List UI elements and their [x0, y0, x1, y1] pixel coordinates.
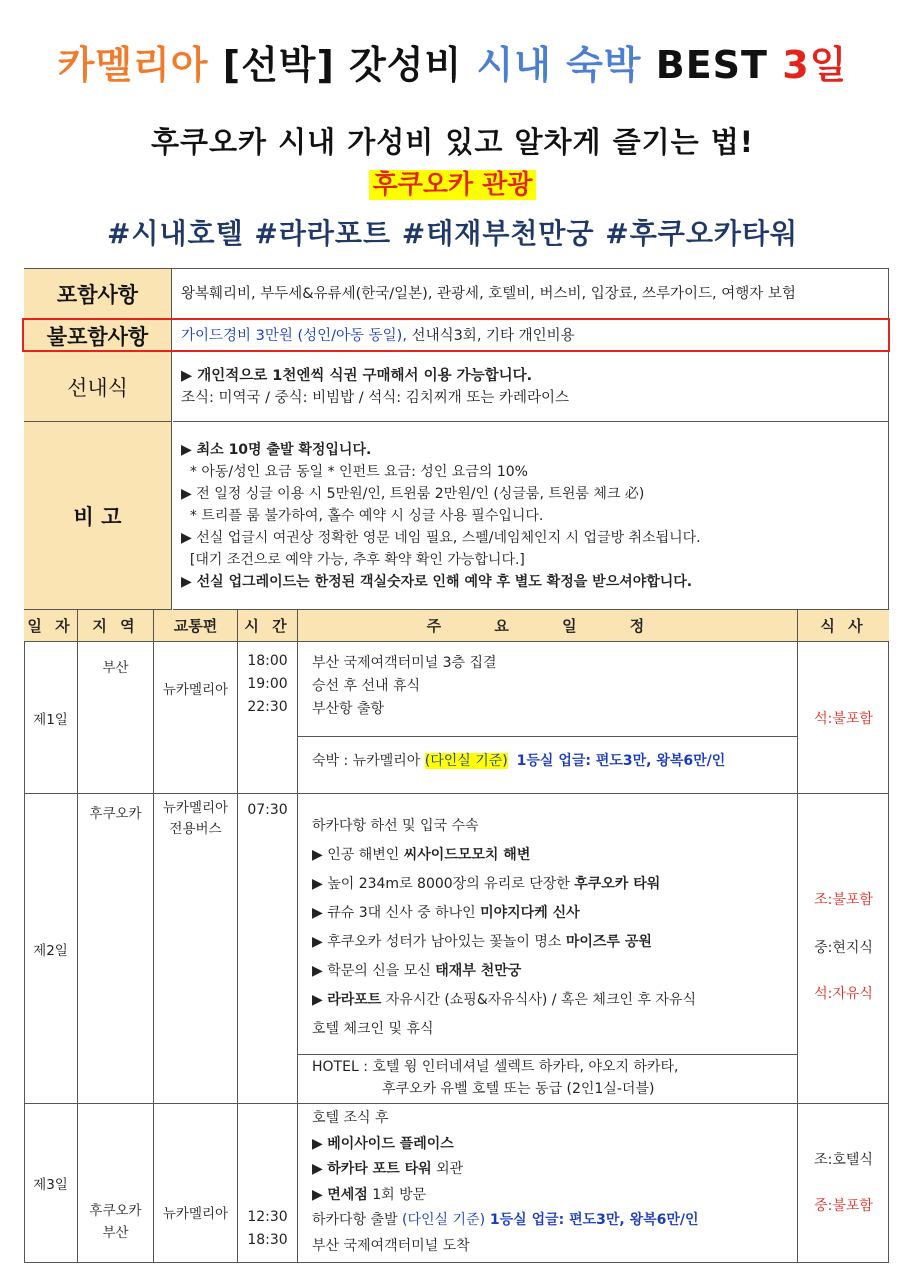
included-value: [173, 269, 888, 320]
day2-hotel: [312, 1056, 678, 1100]
meal-lunch: 중:현지식: [814, 940, 873, 956]
day2-day: 제2일: [24, 794, 78, 1104]
sched-pre: ▶: [312, 1186, 328, 1203]
stay-highlight: (다인실 기준): [424, 753, 508, 769]
day1-schedule: [298, 642, 798, 794]
subtitle: 후쿠오카 시내 가성비 있고 알차게 즐기는 법!: [150, 125, 755, 159]
sched-place: 라라포트: [327, 992, 382, 1008]
title-brand: 카멜리아: [57, 43, 209, 87]
sched-post: 자유시간 (쇼핑&자유식사) / 혹은 체크인 후 자유식: [381, 992, 696, 1008]
sched-pre: ▶ 큐슈 3대 신사 중 하나인: [312, 905, 481, 921]
sched-item: [312, 899, 797, 928]
sched-item: [312, 986, 797, 1015]
title-city: 시내 숙박: [476, 43, 642, 87]
sched-place: 태재부 천만궁: [435, 963, 522, 979]
sched-place: 면세점: [327, 1186, 368, 1203]
ship-meal-label: 선내식: [24, 352, 172, 422]
stay-prefix: 숙박 : 뉴카멜리아: [312, 753, 425, 769]
day2-region-text: 후쿠오카: [89, 806, 142, 822]
excluded-label: 불포함사항: [24, 320, 172, 352]
sched-place: 씨사이드모모치 해변: [403, 847, 531, 863]
sched-pre: ▶ 학문의 신을 모신: [312, 963, 436, 979]
note-line: ▶ 전 일정 싱글 이용 시 5만원/인, 트윈룸 2만원/인 (싱글룸, 트윈룸 체크 必): [181, 485, 645, 502]
category-highlight: 후쿠오카 관광: [369, 170, 537, 200]
day2-schedule: [298, 794, 798, 1104]
day1-times: [238, 642, 298, 794]
day3-times: [238, 1104, 298, 1262]
sched-line: 하카다항 하선 및 입국 수속: [312, 818, 479, 834]
day2-region: [78, 794, 154, 1104]
time: 07:30: [247, 802, 288, 818]
day3-meal: [798, 1104, 889, 1262]
note-line: ▶ 최소 10명 출발 확정입니다.: [181, 441, 372, 458]
dep-prefix: 하카다항 출발: [312, 1212, 403, 1228]
day2-meal: [798, 794, 889, 1104]
dep-class: (다인실 기준): [402, 1212, 486, 1228]
stay-upgrade: 1등실 업글: 편도3만, 왕복6만/인: [516, 753, 726, 769]
sched-pre: ▶ 인공 해변인: [312, 847, 404, 863]
hotel-line: HOTEL : 호텔 윙 인터네셔널 셀렉트 하카타, 야오지 하카타,: [312, 1059, 679, 1075]
sched-line: 부산 국제여객터미널 도착: [312, 1237, 470, 1254]
col-schedule-header: 주 요 일 정: [298, 610, 798, 642]
sched-pre: ▶: [312, 992, 328, 1008]
day3-day: 제3일: [24, 1104, 78, 1262]
sched-line: 호텔 조식 후: [312, 1110, 389, 1126]
time: 12:30: [247, 1209, 288, 1225]
sched-place: 마이즈루 공원: [565, 934, 652, 950]
sched-item: [312, 957, 797, 986]
dep-upgrade: 1등실 업글: 편도3만, 왕복6만/인: [485, 1212, 699, 1228]
sched-item: [312, 870, 797, 899]
sched-line: 호텔 체크인 및 휴식: [312, 1021, 434, 1037]
col-time-header: 시 간: [238, 610, 298, 642]
region-line: 후쿠오카: [89, 1203, 142, 1219]
sched-post: 1회 방문: [367, 1186, 427, 1203]
sched-pre: ▶: [312, 1161, 328, 1177]
sched-item: [312, 1157, 797, 1183]
included-label: 포함사항: [24, 269, 172, 320]
excluded-text: [181, 325, 888, 347]
sched-place: 미야지다케 신사: [480, 905, 580, 921]
notes-label: 비 고: [24, 422, 172, 610]
day2-time: [238, 794, 298, 1104]
note-line: ▶ 선실 업글시 여권상 정확한 영문 네임 필요, 스펠/네임체인지 시 업글방 취소됩니다.: [181, 529, 701, 546]
meal-lunch: 중:불포함: [814, 1198, 873, 1214]
meal-breakfast: 조:호텔식: [814, 1152, 873, 1168]
day3-transport-text: 뉴카멜리아: [162, 1206, 229, 1222]
note-line: * 트리플 룸 불가하여, 홀수 예약 시 싱글 사용 필수입니다.: [181, 507, 544, 524]
time: 22:30: [247, 699, 288, 715]
notes-value: [173, 422, 888, 610]
day3-schedule: [298, 1104, 798, 1262]
sched-pre: ▶: [312, 1135, 328, 1152]
sched-line: 부산 국제여객터미널 3층 집결: [312, 655, 497, 671]
day2-divider: [298, 1054, 798, 1055]
day1-region: [78, 642, 154, 794]
excluded-guide-fee: 가이드경비 3만원 (성인/아동 동일),: [181, 327, 407, 344]
sched-place: 베이사이드 플레이스: [327, 1135, 454, 1152]
sched-place: 후쿠오카 타워: [574, 876, 661, 892]
sched-item: [312, 928, 797, 957]
day1-meal: [798, 642, 889, 794]
title-days: 3일: [782, 43, 848, 87]
excluded-value: [173, 320, 888, 352]
excluded-rest: 선내식3회, 기타 개인비용: [406, 327, 575, 344]
col-day-header: 일 자: [24, 610, 78, 642]
sched-pre: ▶ 높이 234m로 8000장의 유리로 단장한: [312, 876, 575, 892]
day3-region: [78, 1104, 154, 1262]
sched-line: 부산항 출항: [312, 701, 385, 717]
ship-meal-value: [173, 352, 888, 422]
time: 18:30: [247, 1232, 288, 1248]
day2-transport: [154, 794, 238, 1104]
hashtags: #시내호텔 #라라포트 #태재부천만궁 #후쿠오카타워: [106, 217, 799, 250]
day1-region-text: 부산: [102, 660, 129, 676]
day1-stay: [312, 750, 725, 773]
ship-meal-line1: ▶ 개인적으로 1천엔씩 식권 구매해서 이용 가능합니다.: [181, 367, 533, 384]
day3-departure: [312, 1208, 797, 1234]
included-text: 왕복훼리비, 부두세&유류세(한국/일본), 관광세, 호텔비, 버스비, 입장료, 쓰루가이드, 여행자 보험: [181, 286, 796, 302]
col-transport-header: 교통편: [154, 610, 238, 642]
title-mid: [선박] 갓성비: [222, 43, 463, 87]
day1-transport: [154, 642, 238, 794]
main-title: [0, 34, 905, 89]
sched-post: 외관: [431, 1161, 464, 1177]
day3-transport: [154, 1104, 238, 1262]
sched-item: [312, 1183, 797, 1209]
sched-pre: ▶ 후쿠오카 성터가 남아있는 꽃놀이 명소: [312, 934, 566, 950]
meal-breakfast: 조:불포함: [814, 892, 873, 908]
ship-meal-line2: 조식: 미역국 / 중식: 비빔밥 / 석식: 김치찌개 또는 카레라이스: [181, 389, 570, 406]
time: 19:00: [247, 676, 288, 692]
day1-divider: [298, 736, 798, 737]
day1-day: 제1일: [24, 642, 78, 794]
note-line: * 아동/성인 요금 동일 * 인펀트 요금: 성인 요금의 10%: [181, 463, 528, 480]
hotel-line: 후쿠오카 유벨 호텔 또는 동급 (2인1실-더블): [382, 1081, 655, 1097]
time: 18:00: [247, 653, 288, 669]
category-label: [0, 164, 905, 201]
sched-item: [312, 1132, 797, 1158]
transport-line: 뉴카멜리아: [162, 800, 229, 816]
sched-place: 하카타 포트 타워: [327, 1161, 432, 1177]
region-line: 부산: [102, 1225, 129, 1241]
day1-transport-text: 뉴카멜리아: [162, 682, 229, 698]
meal-dinner: 석:자유식: [814, 986, 873, 1002]
note-line: [대기 조건으로 예약 가능, 추후 확약 확인 가능합니다.]: [181, 551, 525, 568]
note-line: ▶ 선실 업그레이드는 한정된 객실숫자로 인해 예약 후 별도 확정을 받으셔야합니다.: [181, 573, 693, 590]
sched-item: [312, 841, 797, 870]
transport-line: 전용버스: [169, 821, 222, 837]
col-region-header: 지 역: [78, 610, 154, 642]
meal-dinner: 석:불포함: [814, 710, 873, 727]
col-meal-header: 식 사: [798, 610, 889, 642]
title-best: BEST: [655, 43, 768, 87]
sched-line: 승선 후 선내 휴식: [312, 678, 421, 694]
